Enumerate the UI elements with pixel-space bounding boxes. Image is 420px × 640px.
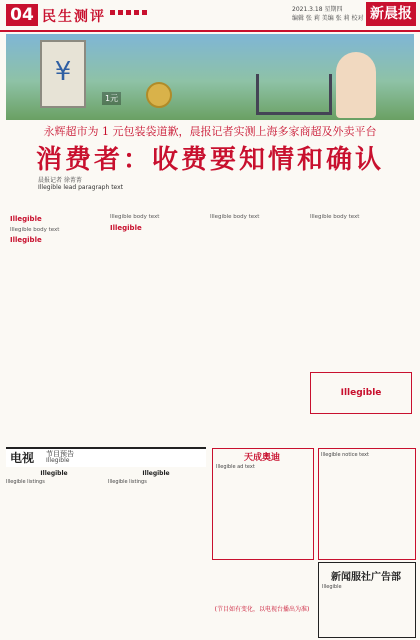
issue-date: 2021.3.18 星期四 [292,6,343,13]
editor-credit: 编辑 张 莉 美编 张 莉 校对 [292,15,364,22]
tv-subtitle: 节目预告 [46,450,74,458]
decorative-dots [110,10,147,15]
footer-note: (节目如有变化，以电视台播出为准) [214,606,310,613]
article-column-1 [10,214,104,444]
column-text: Illegible body text [10,226,60,233]
tv-header-bar [6,447,206,467]
tv-channel-name: Illegible [142,470,170,477]
shopper-figure [336,52,376,118]
hero-label: 1元 [102,92,121,105]
article-headline: 消费者：收费要知情和确认 [35,145,384,175]
1-yuan-sign-icon: ¥ [54,57,72,87]
ad-text: Illegible ad text [216,464,255,470]
tv-title: 电视 [10,451,35,465]
notice-text: Illegible notice text [321,452,369,458]
article-column-4 [310,214,404,364]
tv-listing-column [108,468,204,636]
price-sign [40,40,86,108]
notice-box [318,448,416,560]
article-byline: 晨报记者 徐菁菁 [38,177,82,184]
keyword-box: Illegible [310,372,412,414]
newspaper-logo: 新晨报 [366,2,416,26]
column-text: Illegible body text [310,214,360,220]
column-subheading: Illegible [10,215,42,223]
coin-icon [146,82,172,108]
column-text: Illegible body text [110,214,160,220]
article-column-3 [210,214,304,444]
column-subheading: Illegible [110,223,142,232]
ad-title: 天成奥迪 [243,453,280,463]
tv-listing-column [6,468,102,636]
tv-channel-name: Illegible [40,470,68,477]
article-column-2 [110,214,204,444]
ad-department-text: Illegible [322,584,342,590]
section-title: 民生测评 [42,9,106,25]
tv-date: Illegible [46,457,70,464]
article-lead: Illegible lead paragraph text [38,184,124,191]
shopping-cart-icon [256,74,332,115]
article-kicker: 永辉超市为 1 元包装袋道歉，晨报记者实测上海多家商超及外卖平台 [43,125,377,138]
column-subheading: Illegible [10,236,42,244]
page-number: 04 [6,4,38,26]
tv-listing-text: Illegible listings [6,479,45,485]
column-text: Illegible body text [210,214,260,220]
hero-illustration [6,34,414,120]
ad-department-title: 新闻服社广告部 [331,572,401,583]
tv-listing-text: Illegible listings [108,479,147,485]
